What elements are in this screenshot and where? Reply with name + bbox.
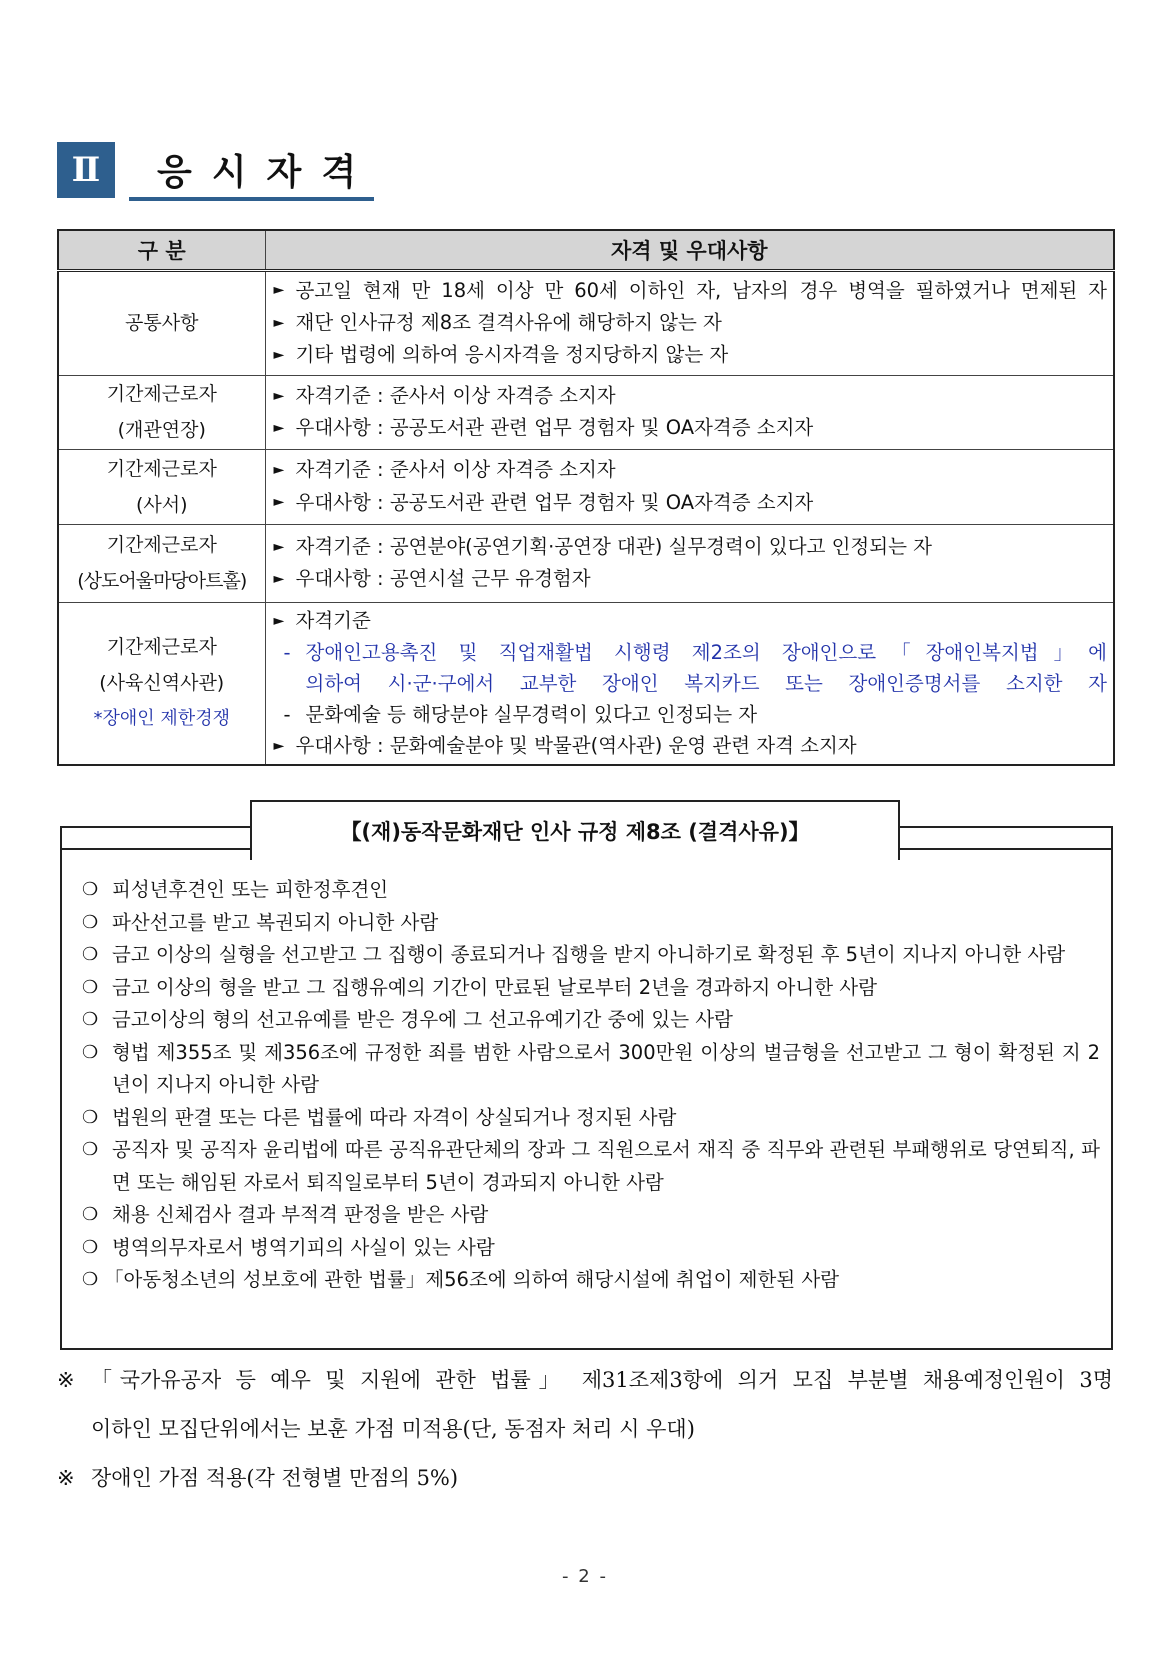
triangle-bullet-icon: ► — [273, 538, 285, 555]
header-qualification: 자격 및 우대사항 — [265, 230, 1114, 270]
list-item: ► 공고일 현재 만 18세 이상 만 60세 이하인 자, 남자의 경우 병역을 필하였거나 면제된 자 — [274, 275, 1108, 307]
list-item: ► 우대사항 : 공연시설 근무 유경험자 — [274, 563, 1108, 595]
list-item: ► 자격기준 — [274, 605, 1108, 637]
dash-bullet-icon: - — [283, 640, 291, 664]
row-category: 기간제근로자 (개관연장) — [58, 375, 265, 449]
list-item: ❍ 금고 이상의 실형을 선고받고 그 집행이 종료되거나 집행을 받지 아니하기로 확정된 후 5년이 지나지 아니한 사람 — [82, 939, 1100, 972]
circle-bullet-icon: ❍ — [82, 1041, 99, 1063]
section-header — [57, 142, 377, 202]
row-content — [265, 270, 1114, 375]
list-item: ❍ 공직자 및 공직자 윤리법에 따른 공직유관단체의 장과 그 직원으로서 재직 중 직무와 관련된 부패행위로 당연퇴직, 파면 또는 해임된 자로서 퇴직일로부터 5년이 경과되지 아니한 사람 — [82, 1134, 1100, 1199]
list-item: ► 자격기준 : 준사서 이상 자격증 소지자 — [274, 380, 1108, 412]
list-item: ► 재단 인사규정 제8조 결격사유에 해당하지 않는 자 — [274, 307, 1108, 339]
table-header-row — [58, 230, 1114, 270]
sub-list-item: - 장애인고용촉진 및 직업재활법 시행령 제2조의 장애인으로「장애인복지법」에 — [274, 637, 1108, 668]
circle-bullet-icon: ❍ — [82, 1236, 99, 1258]
footnote: ※ 「국가유공자 등 예우 및 지원에 관한 법률」 제31조제3항에 의거 모집 부분별 채용예정인원이 3명 — [57, 1356, 1113, 1405]
rules-title: 【(재)동작문화재단 인사 규정 제8조 (결격사유)】 — [250, 800, 900, 860]
row-category: 공통사항 — [58, 270, 265, 375]
circle-bullet-icon: ❍ — [82, 1009, 99, 1030]
circle-bullet-icon: ❍ — [82, 1139, 99, 1160]
list-item: ► 자격기준 : 공연분야(공연기획·공연장 대관) 실무경력이 있다고 인정되는 자 — [274, 531, 1108, 563]
circle-bullet-icon: ❍ — [82, 1204, 99, 1225]
header-category: 구 분 — [58, 230, 265, 270]
row-content — [265, 524, 1114, 602]
footnote-continuation: 이하인 모집단위에서는 보훈 가점 미적용(단, 동점자 처리 시 우대) — [91, 1417, 695, 1441]
rule-box-left-tab — [60, 826, 62, 850]
list-item: ❍ 금고이상의 형의 선고유예를 받은 경우에 그 선고유예기간 중에 있는 사람 — [82, 1004, 1100, 1037]
row-category: 기간제근로자 (상도어울마당아트홀) — [58, 524, 265, 602]
list-item: ❍ 금고 이상의 형을 받고 그 집행유예의 기간이 만료된 날로부터 2년을 경과하지 아니한 사람 — [82, 972, 1100, 1005]
dash-bullet-icon: - — [283, 702, 291, 726]
list-item: ► 우대사항 : 공공도서관 관련 업무 경험자 및 OA자격증 소지자 — [274, 487, 1108, 519]
row-category: 기간제근로자 (사서) — [58, 449, 265, 524]
table-row — [58, 524, 1114, 602]
category-note: *장애인 제한경쟁 — [93, 708, 230, 729]
list-item: ❍ 「아동청소년의 성보호에 관한 법률」제56조에 의하여 해당시설에 취업이 제한된 사람 — [82, 1264, 1100, 1297]
page-number: - 2 - — [562, 1566, 608, 1587]
circle-bullet-icon: ❍ — [82, 1106, 99, 1128]
disqualification-list — [82, 874, 1100, 1297]
sub-list-item-continuation: 의하여 시·군·구에서 교부한 장애인 복지카드 또는 장애인증명서를 소지한 자 — [305, 671, 1107, 695]
circle-bullet-icon: ❍ — [82, 1269, 99, 1290]
triangle-bullet-icon: ► — [273, 314, 285, 331]
table-row — [58, 375, 1114, 449]
section-title: 응시자격 — [157, 152, 377, 193]
list-item: ► 자격기준 : 준사서 이상 자격증 소지자 — [274, 454, 1108, 486]
triangle-bullet-icon: ► — [273, 612, 285, 629]
section-title-underline — [129, 197, 374, 201]
section-number-badge: Ⅱ — [57, 142, 115, 198]
list-item: ► 우대사항 : 공공도서관 관련 업무 경험자 및 OA자격증 소지자 — [274, 412, 1108, 444]
triangle-bullet-icon: ► — [273, 570, 285, 587]
row-content — [265, 375, 1114, 449]
sub-list-item: - 문화예술 등 해당분야 실무경력이 있다고 인정되는 자 — [274, 699, 1108, 730]
rule-box-right-tab — [1111, 826, 1113, 850]
triangle-bullet-icon: ► — [273, 346, 285, 363]
circle-bullet-icon: ❍ — [82, 976, 99, 998]
list-item: ❍ 병역의무자로서 병역기피의 사실이 있는 사람 — [82, 1232, 1100, 1265]
reference-mark-icon: ※ — [57, 1466, 75, 1490]
list-item: ❍ 채용 신체검사 결과 부적격 판정을 받은 사람 — [82, 1199, 1100, 1232]
triangle-bullet-icon: ► — [273, 462, 285, 478]
footnotes — [57, 1356, 1113, 1503]
list-item: ❍ 형법 제355조 및 제356조에 규정한 죄를 범한 사람으로서 300만원 이상의 벌금형을 선고받고 그 형이 확정된 지 2년이 지나지 아니한 사람 — [82, 1037, 1100, 1102]
qualification-table — [57, 229, 1115, 766]
row-category: 기간제근로자 (사육신역사관) *장애인 제한경쟁 — [58, 602, 265, 765]
list-item: ❍ 피성년후견인 또는 피한정후견인 — [82, 874, 1100, 907]
list-item: ► 우대사항 : 문화예술분야 및 박물관(역사관) 운영 관련 자격 소지자 — [274, 730, 1108, 762]
table-row — [58, 602, 1114, 765]
triangle-bullet-icon: ► — [273, 494, 285, 511]
reference-mark-icon: ※ — [57, 1368, 75, 1392]
row-content — [265, 602, 1114, 765]
circle-bullet-icon: ❍ — [82, 879, 99, 900]
circle-bullet-icon: ❍ — [82, 944, 99, 965]
triangle-bullet-icon: ► — [273, 282, 285, 299]
triangle-bullet-icon: ► — [273, 737, 285, 754]
footnote: ※ 장애인 가점 적용(각 전형별 만점의 5%) — [57, 1454, 1113, 1503]
circle-bullet-icon: ❍ — [82, 911, 99, 933]
triangle-bullet-icon: ► — [273, 387, 285, 404]
list-item: ❍ 법원의 판결 또는 다른 법률에 따라 자격이 상실되거나 정지된 사람 — [82, 1102, 1100, 1135]
table-row — [58, 270, 1114, 375]
row-content — [265, 449, 1114, 524]
list-item: ► 기타 법령에 의하여 응시자격을 정지당하지 않는 자 — [274, 339, 1108, 371]
triangle-bullet-icon: ► — [273, 419, 285, 436]
table-row — [58, 449, 1114, 524]
list-item: ❍ 파산선고를 받고 복권되지 아니한 사람 — [82, 907, 1100, 940]
